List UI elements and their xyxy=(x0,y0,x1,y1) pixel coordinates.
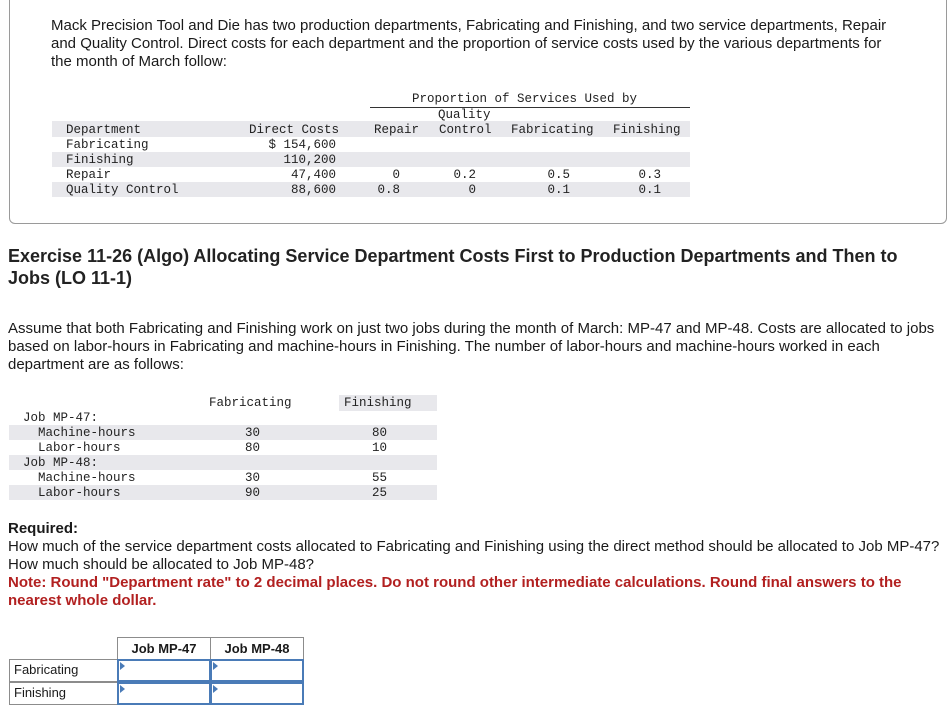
required-question: How much of the service department costs allocated to Fabricating and Finishing using the direct method should be allocated to Job MP-47? How much should be allocated to Job MP-48? xyxy=(8,538,940,573)
header-quality-line2: Control xyxy=(439,123,492,137)
fabricating-mp47-cell[interactable] xyxy=(117,659,211,682)
row-label: Machine-hours xyxy=(38,426,136,440)
cell-fabricating: 80 xyxy=(245,441,261,455)
corner-cell xyxy=(9,637,117,659)
finishing-mp48-cell[interactable] xyxy=(210,682,304,705)
header-finishing: Finishing xyxy=(344,396,412,410)
header-job-mp48: Job MP-48 xyxy=(210,637,304,660)
header-quality-line1: Quality xyxy=(438,108,491,122)
row-department: Finishing xyxy=(66,153,134,167)
finishing-mp47-input[interactable] xyxy=(127,685,207,701)
table-band xyxy=(52,121,690,137)
job-label: Job MP-48: xyxy=(23,456,99,470)
header-fabricating: Fabricating xyxy=(511,123,594,137)
row-department: Fabricating xyxy=(66,138,149,152)
row-finishing: 0.3 xyxy=(638,168,661,182)
cell-fabricating: 30 xyxy=(245,471,261,485)
input-marker-icon xyxy=(213,662,218,670)
required-note: Note: Round "Department rate" to 2 decimal places. Do not round other intermediate calculations. Round final answers to the nearest whole dollar. xyxy=(8,574,902,609)
exercise-paragraph: Assume that both Fabricating and Finishing work on just two jobs during the month of March: MP-47 and MP-48. Costs are allocated to jobs based on labor-hours in Fabricating and machine-hours in Finishing. The number of labor-hours and machine-hours worked in each department are as follows: xyxy=(8,320,935,373)
row-repair: 0.8 xyxy=(377,183,400,197)
header-fabricating: Fabricating xyxy=(209,396,292,410)
row-label: Labor-hours xyxy=(38,441,121,455)
row-repair: 0 xyxy=(392,168,400,182)
fabricating-mp48-cell[interactable] xyxy=(210,659,304,682)
row-department: Repair xyxy=(66,168,112,182)
row-label: Labor-hours xyxy=(38,486,121,500)
finishing-mp48-input[interactable] xyxy=(220,685,300,701)
row-direct-costs: $ 154,600 xyxy=(268,138,336,152)
cell-finishing: 55 xyxy=(372,471,388,485)
cell-fabricating: 30 xyxy=(245,426,261,440)
cell-fabricating: 90 xyxy=(245,486,261,500)
table-band xyxy=(52,152,690,167)
fabricating-mp48-input[interactable] xyxy=(220,662,300,678)
required-section xyxy=(8,520,943,610)
required-heading: Required: xyxy=(8,520,79,537)
header-repair: Repair xyxy=(374,123,420,137)
row-direct-costs: 110,200 xyxy=(283,153,336,167)
header-finishing: Finishing xyxy=(613,123,681,137)
row-department: Quality Control xyxy=(66,183,179,197)
header-department: Department xyxy=(66,123,142,137)
row-quality: 0 xyxy=(468,183,476,197)
row-quality: 0.2 xyxy=(453,168,476,182)
row-direct-costs: 88,600 xyxy=(290,183,336,197)
row-label-fabricating: Fabricating xyxy=(9,659,118,682)
row-fabricating: 0.1 xyxy=(547,183,570,197)
intro-text: Mack Precision Tool and Die has two production departments, Fabricating and Finishing, and two service departments, Repair and Quality Control. Direct costs for each department and the proportion of service costs used by the various departments for the month of March follow: xyxy=(51,17,887,70)
cell-finishing: 10 xyxy=(372,441,388,455)
job-label: Job MP-47: xyxy=(23,411,99,425)
row-direct-costs: 47,400 xyxy=(290,168,336,182)
input-marker-icon xyxy=(120,685,125,693)
cell-finishing: 80 xyxy=(372,426,388,440)
row-fabricating: 0.5 xyxy=(547,168,570,182)
row-label-finishing: Finishing xyxy=(9,682,118,705)
row-label: Machine-hours xyxy=(38,471,136,485)
header-job-mp47: Job MP-47 xyxy=(117,637,211,660)
input-marker-icon xyxy=(120,662,125,670)
group-header: Proportion of Services Used by xyxy=(412,92,638,106)
cell-finishing: 25 xyxy=(372,486,388,500)
exercise-title: Exercise 11-26 (Algo) Allocating Service Department Costs First to Production Departments and Then to Jobs (LO 11-1) xyxy=(8,246,898,288)
header-direct-costs: Direct Costs xyxy=(249,123,340,137)
group-header-rule xyxy=(370,107,690,108)
finishing-mp47-cell[interactable] xyxy=(117,682,211,705)
row-finishing: 0.1 xyxy=(638,183,661,197)
fabricating-mp47-input[interactable] xyxy=(127,662,207,678)
input-marker-icon xyxy=(213,685,218,693)
